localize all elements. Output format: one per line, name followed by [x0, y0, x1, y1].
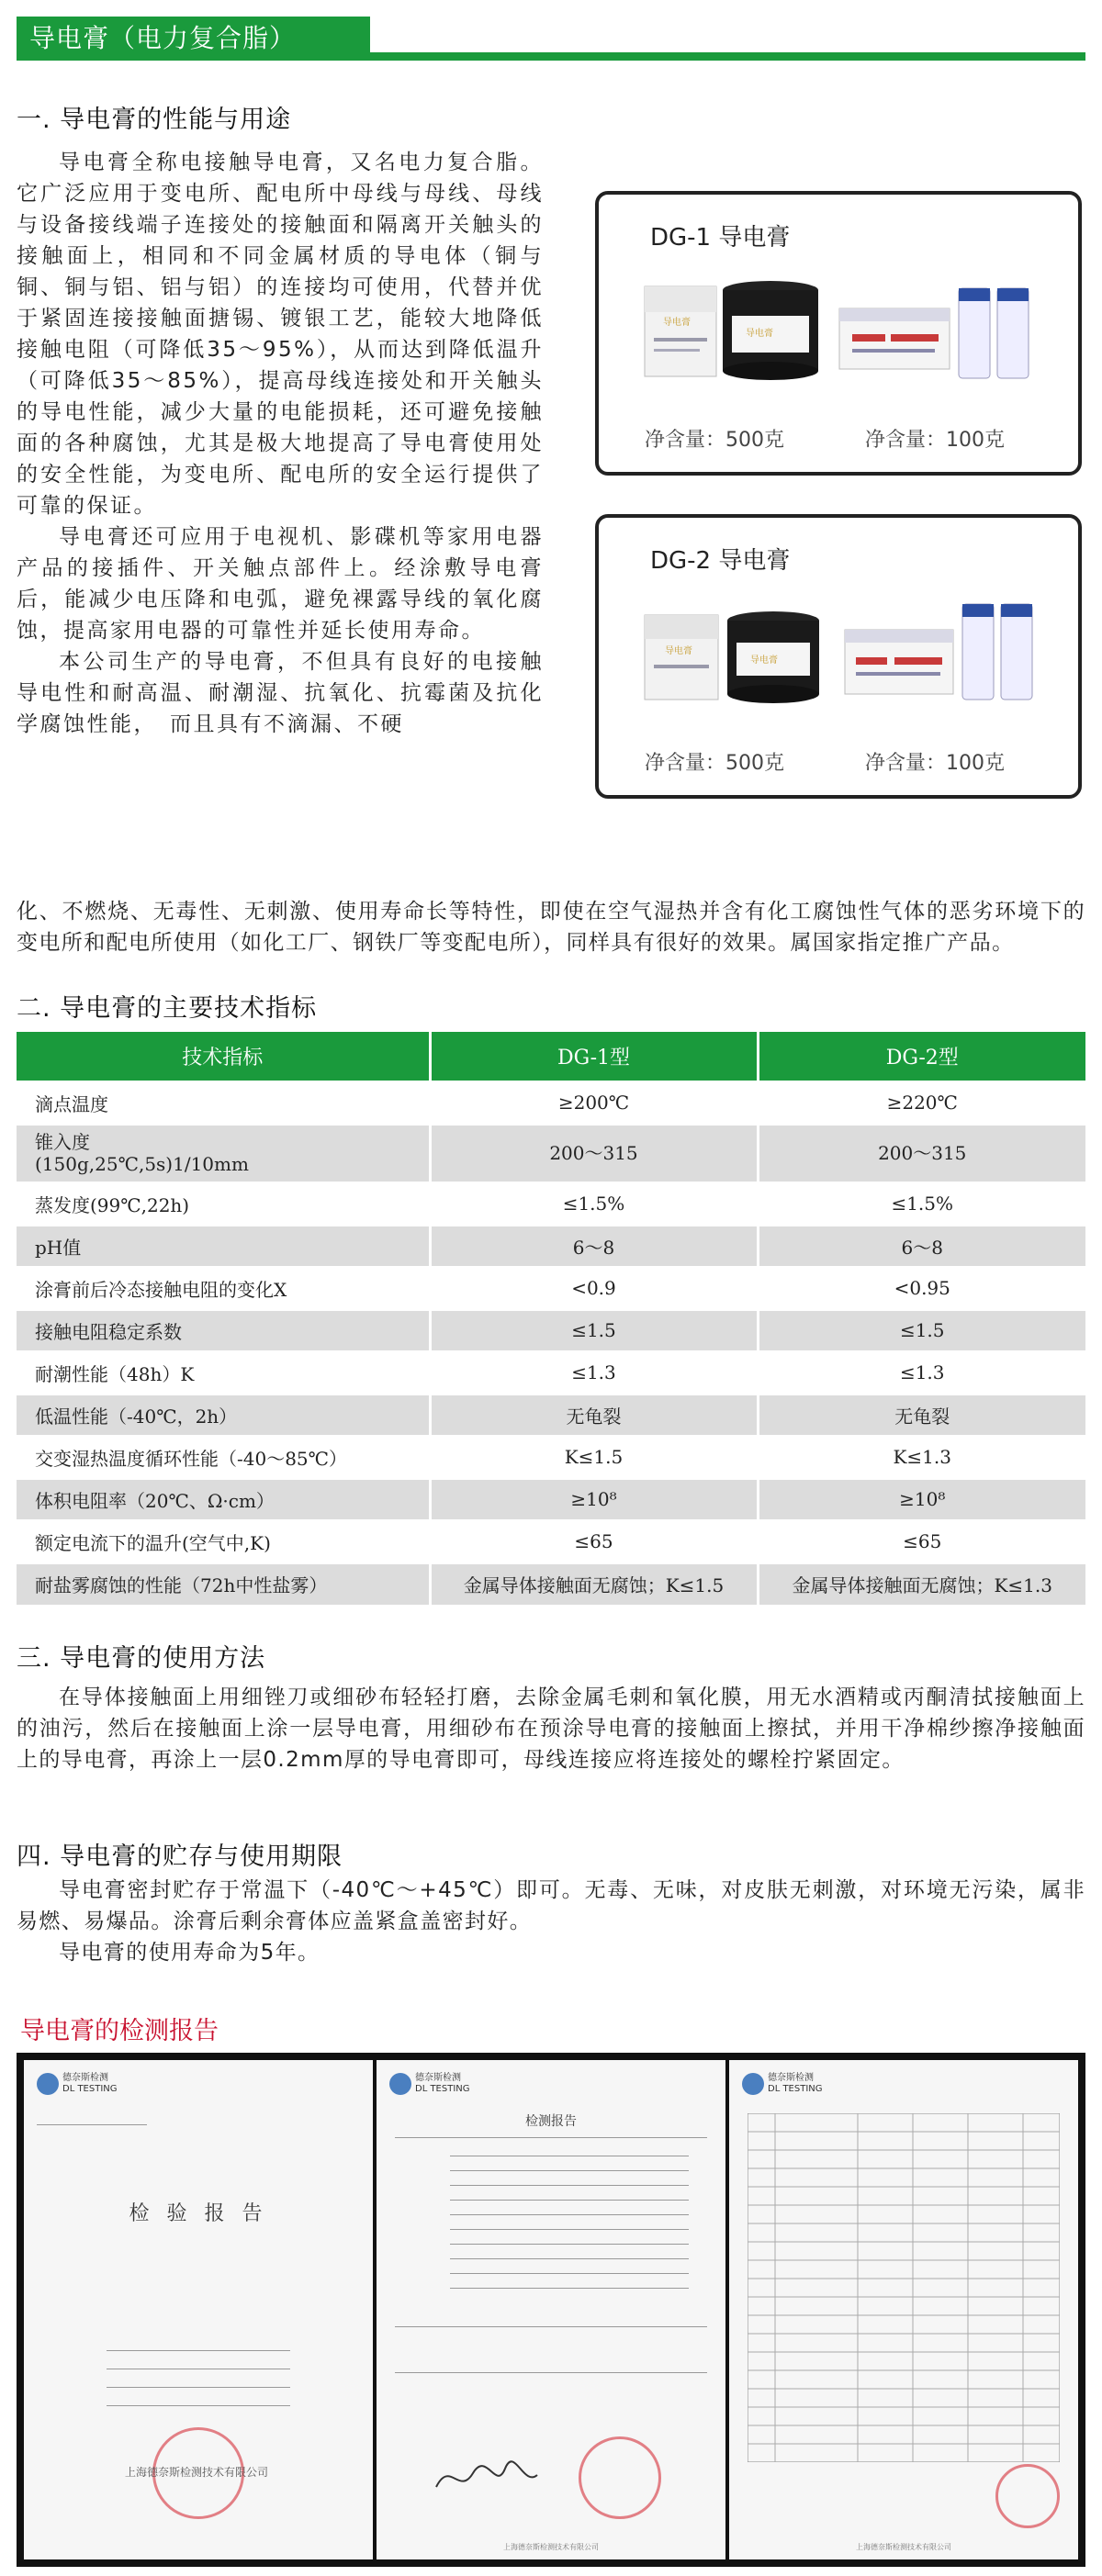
spec-dg2-cell: ≥220℃: [758, 1081, 1085, 1124]
spec-table-row: [17, 1436, 1085, 1478]
spec-dg2-cell: 金属导体接触面无腐蚀；K≤1.3: [758, 1562, 1085, 1605]
product-card-dg2: [595, 514, 1082, 799]
spec-dg2-cell: ≤1.5: [758, 1309, 1085, 1351]
product-photo-dg2: [635, 584, 1049, 717]
spec-dg2-cell: ≤1.5%: [758, 1182, 1085, 1225]
spec-indicator-cell: 耐盐雾腐蚀的性能（72h中性盐雾）: [17, 1562, 430, 1605]
spec-table-row: [17, 1478, 1085, 1520]
section4-para2: 导电膏的使用寿命为5年。: [59, 1941, 320, 1965]
report-line: [37, 2124, 147, 2125]
report-footer: 上海德奈斯检测技术有限公司: [856, 2543, 951, 2551]
spec-col-header: DG-2型: [758, 1032, 1085, 1081]
spec-table-row: [17, 1267, 1085, 1309]
spec-indicator-cell: 蒸发度(99℃,22h): [17, 1182, 430, 1225]
spec-dg2-cell: ≤65: [758, 1520, 1085, 1562]
spec-dg1-cell: ≤1.3: [430, 1351, 758, 1394]
report-line: [395, 2326, 707, 2327]
spec-dg1-cell: 无龟裂: [430, 1394, 758, 1436]
section1-para3a: 本公司生产的导电膏，不但具有良好的电接触导电性和耐高温、耐潮湿、抗氧化、抗霉菌及抗化学腐蚀性能， 而且具有不滴漏、不硬: [17, 650, 544, 736]
spec-dg1-cell: ≥200℃: [430, 1081, 758, 1124]
spec-dg1-cell: 6～8: [430, 1225, 758, 1267]
report-page-summary: [377, 2060, 725, 2559]
product-title: DG-1 导电膏: [650, 224, 791, 252]
report-page-results: [729, 2060, 1078, 2559]
spec-table-row: [17, 1394, 1085, 1436]
spec-indicator-cell: 交变湿热温度循环性能（-40～85℃）: [17, 1436, 430, 1478]
spec-dg1-cell: <0.9: [430, 1267, 758, 1309]
spec-indicator-cell: pH值: [17, 1225, 430, 1267]
report-line: [450, 2200, 689, 2201]
spec-dg1-cell: ≤1.5%: [430, 1182, 758, 1225]
spec-col-header: DG-1型: [430, 1032, 758, 1081]
report-line: [450, 2244, 689, 2245]
report-page-cover: [24, 2060, 373, 2559]
report-footer: 上海德奈斯检测技术有限公司: [503, 2543, 599, 2551]
spec-table-row: [17, 1562, 1085, 1605]
spec-dg2-cell: 200～315: [758, 1124, 1085, 1182]
spec-indicator-cell: 额定电流下的温升(空气中,K): [17, 1520, 430, 1562]
section4-para1: 导电膏密封贮存于常温下（-40℃～+45℃）即可。无毒、无味，对皮肤无刺激，对环境无污染，属非易燃、易爆品。涂膏后剩余膏体应盖紧盒盖密封好。: [17, 1878, 1085, 1933]
report-line: [450, 2185, 689, 2186]
lab-logo-text: 德奈斯检测 DL TESTING: [62, 2073, 118, 2094]
report-line: [450, 2214, 689, 2215]
report-line: [107, 2387, 290, 2388]
spec-indicator-cell: 低温性能（-40℃，2h）: [17, 1394, 430, 1436]
section3-body: [17, 1682, 1085, 1775]
spec-dg1-cell: 200～315: [430, 1124, 758, 1182]
section1-para2: 导电膏还可应用于电视机、影碟机等家用电器产品的接插件、开关触点部件上。经涂敷导电膏后，能减少电压降和电弧，避免裸露导线的氧化腐蚀，提高家用电器的可靠性并延长使用寿命。: [17, 525, 544, 643]
red-stamp: [995, 2464, 1060, 2528]
report-line: [395, 2137, 707, 2138]
red-stamp: [579, 2436, 661, 2519]
spec-dg2-cell: 无龟裂: [758, 1394, 1085, 1436]
report-line: [450, 2273, 689, 2274]
product-net-weight-large: 净含量：500克: [645, 752, 784, 775]
section1-para1: 导电膏全称电接触导电膏，又名电力复合脂。它广泛应用于变电所、配电所中母线与母线、母线与设备接线端子连接处的接触面和隔离开关触头的接触面上，相同和不同金属材质的导电体（铜与铜、铜与铝、铝与铝）的连接均可使用，代替并优于紧固连接接触面搪锡、镀银工艺，能较大地降低接触电阻（可降低35～95%），从而达到降低温升（可降低35～85%），提高母线连接处和开关触头的导电性能，减少大量的电能损耗，还可避免接触面的各种腐蚀，尤其是极大地提高了导电膏使用处的安全性能，为变电所、配电所的安全运行提供了可靠的保证。: [17, 151, 544, 518]
report-heading: 导电膏的检测报告: [20, 2017, 219, 2045]
section4-heading: 四. 导电膏的贮存与使用期限: [17, 1842, 343, 1871]
title-bar: [17, 17, 1085, 61]
section1-intro: [17, 147, 544, 740]
title-underline: [370, 52, 1085, 61]
section1-para3b: 化、不燃烧、无毒性、无刺激、使用寿命长等特性，即使在空气湿热并含有化工腐蚀性气体的恶劣环境下的变电所和配电所使用（如化工厂、钢铁厂等变配电所），同样具有很好的效果。属国家指定推广产品。: [17, 900, 1085, 955]
signature-icon: [432, 2455, 542, 2501]
spec-col-header: 技术指标: [17, 1032, 430, 1081]
page-title: 导电膏（电力复合脂）: [17, 17, 370, 61]
svg-text:导电膏: 导电膏: [663, 318, 691, 328]
spec-indicator-cell: 锥入度 (150g,25℃,5s)1/10mm: [17, 1124, 430, 1182]
report-gallery: [17, 2053, 1085, 2567]
lab-logo-icon: [742, 2073, 764, 2095]
lab-logo-text: 德奈斯检测 DL TESTING: [768, 2073, 823, 2094]
lab-logo-icon: [389, 2073, 411, 2095]
results-grid: [748, 2113, 1060, 2462]
spec-dg2-cell: ≥10⁸: [758, 1478, 1085, 1520]
report-cover-title: 检 验 报 告: [129, 2202, 268, 2225]
spec-dg2-cell: ≤1.3: [758, 1351, 1085, 1394]
section3-heading: 三. 导电膏的使用方法: [17, 1644, 266, 1673]
lab-logo-text: 德奈斯检测 DL TESTING: [415, 2073, 470, 2094]
spec-indicator-cell: 体积电阻率（20℃、Ω·cm）: [17, 1478, 430, 1520]
spec-table: [17, 1032, 1085, 1605]
svg-text:导电膏: 导电膏: [665, 646, 692, 656]
spec-dg1-cell: 金属导体接触面无腐蚀；K≤1.5: [430, 1562, 758, 1605]
product-photo-dg1: [635, 261, 1049, 394]
product-net-weight-small: 净含量：100克: [865, 429, 1005, 452]
section4-body: [17, 1875, 1085, 1968]
svg-text:导电膏: 导电膏: [746, 329, 773, 339]
product-net-weight-small: 净含量：100克: [865, 752, 1005, 775]
spec-table-row: [17, 1081, 1085, 1124]
report-line: [450, 2288, 689, 2289]
spec-table-header: [17, 1032, 1085, 1081]
spec-indicator-cell: 耐潮性能（48h）K: [17, 1351, 430, 1394]
spec-dg1-cell: ≤65: [430, 1520, 758, 1562]
report-line: [450, 2258, 689, 2259]
report-line: [107, 2405, 290, 2406]
spec-dg2-cell: K≤1.3: [758, 1436, 1085, 1478]
spec-table-row: [17, 1182, 1085, 1225]
report-company: 上海德奈斯检测技术有限公司: [125, 2466, 269, 2479]
spec-dg1-cell: K≤1.5: [430, 1436, 758, 1478]
product-title: DG-2 导电膏: [650, 547, 791, 575]
spec-indicator-cell: 接触电阻稳定系数: [17, 1309, 430, 1351]
product-card-dg1: [595, 191, 1082, 476]
section2-heading: 二. 导电膏的主要技术指标: [17, 994, 318, 1023]
report-line: [107, 2350, 290, 2351]
spec-indicator-cell: 涂膏前后冷态接触电阻的变化X: [17, 1267, 430, 1309]
spec-dg2-cell: 6～8: [758, 1225, 1085, 1267]
report-line: [395, 2372, 707, 2373]
section1-heading: 一. 导电膏的性能与用途: [17, 106, 292, 134]
spec-dg1-cell: ≥10⁸: [430, 1478, 758, 1520]
spec-dg2-cell: <0.95: [758, 1267, 1085, 1309]
spec-table-row: [17, 1124, 1085, 1182]
spec-table-row: [17, 1520, 1085, 1562]
svg-text:导电膏: 导电膏: [750, 655, 778, 666]
report-line: [450, 2170, 689, 2171]
section3-para: 在导体接触面上用细锉刀或细砂布轻轻打磨，去除金属毛刺和氧化膜，用无水酒精或丙酮清拭接触面上的油污，然后在接触面上涂一层导电膏，用细砂布在预涂导电膏的接触面上擦拭，并用干净棉纱擦净接触面上的导电膏，再涂上一层0.2mm厚的导电膏即可，母线连接应将连接处的螺栓拧紧固定。: [17, 1686, 1085, 1772]
spec-table-row: [17, 1225, 1085, 1267]
spec-table-row: [17, 1309, 1085, 1351]
product-net-weight-large: 净含量：500克: [645, 429, 784, 452]
report-summary-title: 检测报告: [525, 2114, 577, 2129]
spec-dg1-cell: ≤1.5: [430, 1309, 758, 1351]
lab-logo-icon: [37, 2073, 59, 2095]
report-line: [450, 2229, 689, 2230]
spec-indicator-cell: 滴点温度: [17, 1081, 430, 1124]
spec-table-row: [17, 1351, 1085, 1394]
